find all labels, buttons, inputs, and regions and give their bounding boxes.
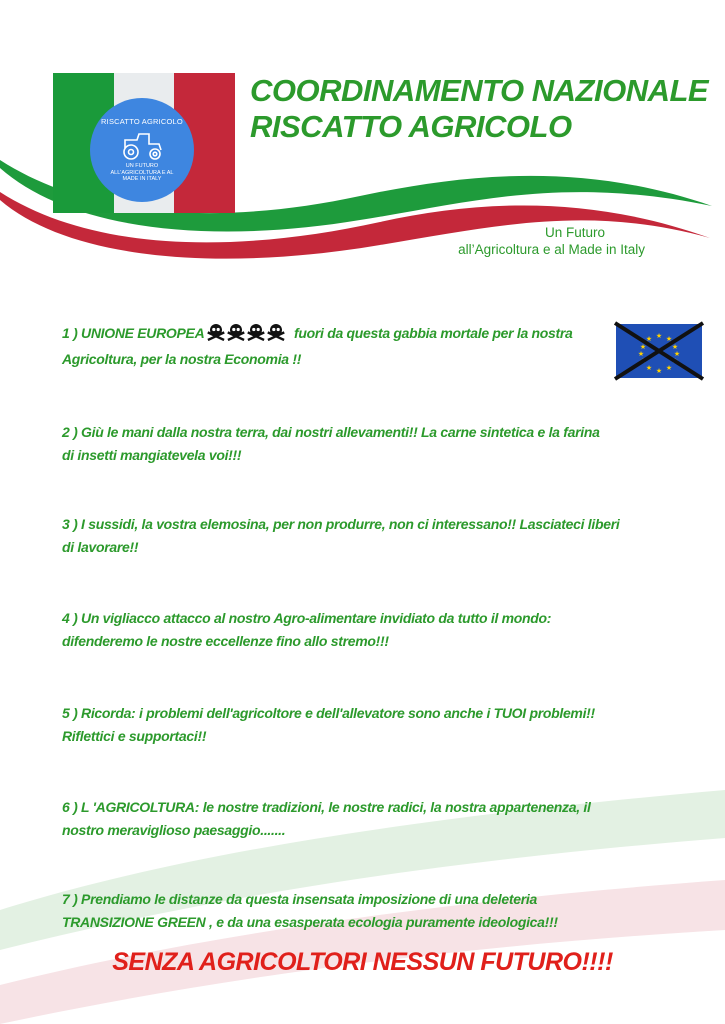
tagline-line-2: all’Agricoltura e al Made in Italy bbox=[458, 242, 645, 257]
skull-crossbones-icon bbox=[266, 323, 286, 341]
point-5 bbox=[62, 702, 662, 748]
point-4-line-2: difenderemo le nostre eccellenze fino allo stremo!!! bbox=[62, 633, 389, 649]
point-1-label: 1 ) UNIONE EUROPEA bbox=[62, 325, 205, 341]
tagline bbox=[458, 224, 645, 258]
point-3 bbox=[62, 513, 662, 559]
point-1 bbox=[62, 322, 662, 371]
point-6-line-2: nostro meraviglioso paesaggio....... bbox=[62, 822, 286, 838]
svg-text:★: ★ bbox=[655, 367, 663, 375]
svg-text:★: ★ bbox=[673, 350, 681, 358]
svg-text:★: ★ bbox=[655, 332, 663, 340]
slogan: SENZA AGRICOLTORI NESSUN FUTURO!!!! bbox=[112, 948, 613, 976]
point-7-line-2: TRANSIZIONE GREEN , e da una esasperata ecologia puramente ideologica!!! bbox=[62, 914, 558, 930]
point-5-line-2: Riflettici e supportaci!! bbox=[62, 728, 207, 744]
svg-text:★: ★ bbox=[665, 364, 673, 372]
skull-row bbox=[206, 323, 286, 348]
point-6-line-1: 6 ) L 'AGRICOLTURA: le nostre tradizioni, le nostre radici, la nostra appartenenza, il bbox=[62, 799, 591, 815]
title-line-1: COORDINAMENTO NAZIONALE bbox=[250, 73, 709, 108]
seal-top-text: RISCATTO AGRICOLO bbox=[101, 117, 183, 127]
page-title bbox=[250, 73, 708, 145]
tractor-icon bbox=[119, 132, 165, 160]
point-6 bbox=[62, 796, 662, 842]
seal-bottom-text: UN FUTURO ALL'AGRICOLTURA E AL MADE IN ITALY bbox=[110, 163, 174, 183]
title-line-2: RISCATTO AGRICOLO bbox=[250, 109, 572, 144]
point-3-line-2: di lavorare!! bbox=[62, 539, 139, 555]
point-2-line-2: di insetti mangiatevela voi!!! bbox=[62, 447, 242, 463]
skull-crossbones-icon bbox=[226, 323, 246, 341]
point-1-text: fuori da questa gabbia mortale per la nostra bbox=[290, 325, 573, 341]
eu-flag-crossed-icon bbox=[613, 321, 705, 381]
logo bbox=[53, 73, 235, 213]
svg-text:★: ★ bbox=[665, 335, 673, 343]
logo-seal bbox=[90, 98, 194, 202]
point-4 bbox=[62, 607, 662, 653]
point-4-line-1: 4 ) Un vigliacco attacco al nostro Agro-alimentare invidiato da tutto il mondo: bbox=[62, 610, 552, 626]
svg-text:★: ★ bbox=[671, 343, 679, 351]
point-3-line-1: 3 ) I sussidi, la vostra elemosina, per non produrre, non ci interessano!! Lasciateci liberi bbox=[62, 516, 620, 532]
svg-text:★: ★ bbox=[645, 335, 653, 343]
skull-crossbones-icon bbox=[246, 323, 266, 341]
skull-crossbones-icon bbox=[206, 323, 226, 341]
point-1-line-2: Agricoltura, per la nostra Economia !! bbox=[62, 351, 302, 367]
point-2-line-1: 2 ) Giù le mani dalla nostra terra, dai nostri allevamenti!! La carne sintetica e la farina bbox=[62, 424, 600, 440]
point-2 bbox=[62, 421, 662, 467]
svg-text:★: ★ bbox=[637, 350, 645, 358]
tagline-line-1: Un Futuro bbox=[544, 225, 605, 240]
point-7 bbox=[62, 888, 662, 934]
point-7-line-1: 7 ) Prendiamo le distanze da questa insensata imposizione di una deleteria bbox=[62, 891, 537, 907]
svg-text:★: ★ bbox=[639, 343, 647, 351]
svg-text:★: ★ bbox=[645, 364, 653, 372]
point-5-line-1: 5 ) Ricorda: i problemi dell'agricoltore e dell'allevatore sono anche i TUOI problemi!! bbox=[62, 705, 595, 721]
